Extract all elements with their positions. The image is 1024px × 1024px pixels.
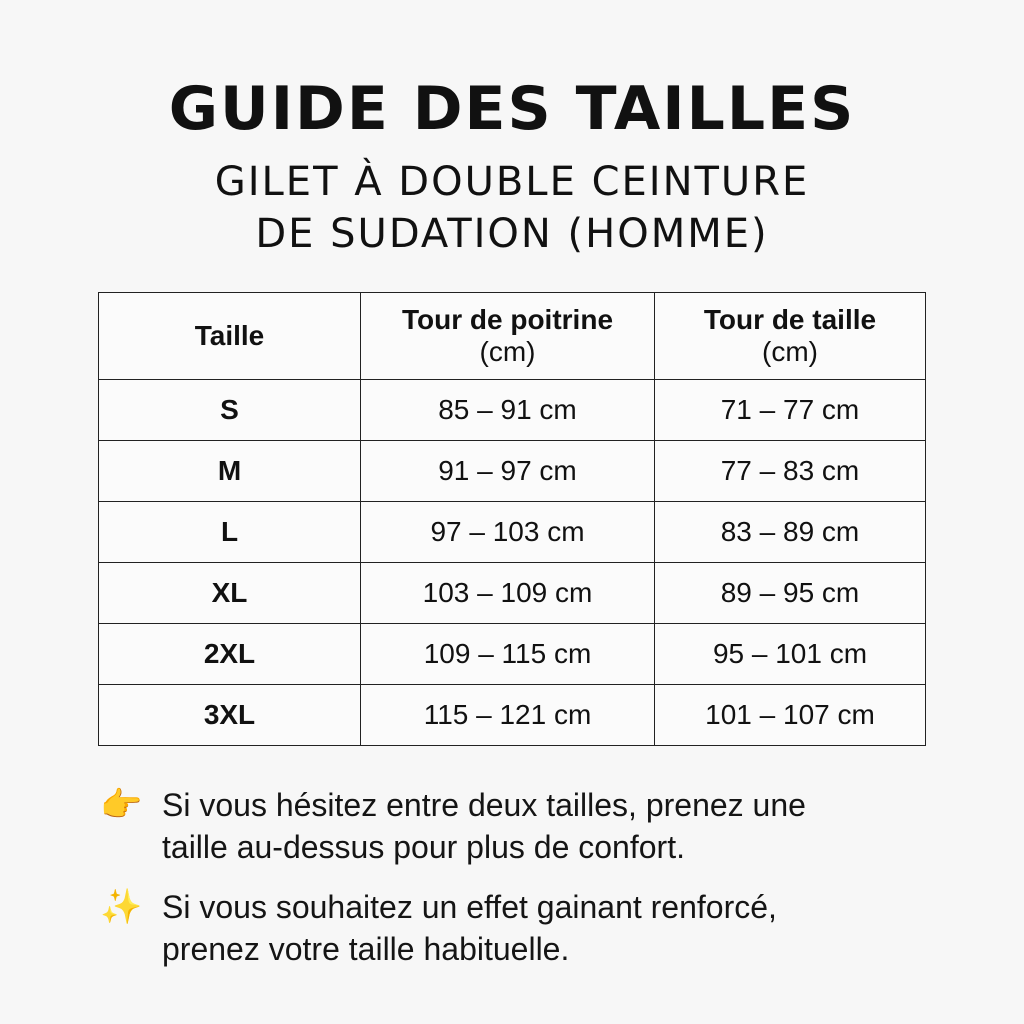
header-waist-label: Tour de taille	[703, 304, 877, 335]
note-line: prenez votre taille habituelle.	[162, 931, 570, 967]
note-shaping-effect	[100, 886, 930, 970]
header-waist	[655, 293, 926, 380]
chest-cell: 103 – 109 cm	[361, 563, 655, 624]
chest-cell: 91 – 97 cm	[361, 441, 655, 502]
table-row	[99, 563, 926, 624]
chest-cell: 115 – 121 cm	[361, 685, 655, 746]
note-line: Si vous souhaitez un effet gainant renforcé,	[162, 889, 777, 925]
subtitle-line-2: DE SUDATION (HOMME)	[255, 211, 769, 257]
header-chest-label: Tour de poitrine	[401, 304, 614, 335]
header-chest-unit: (cm)	[479, 336, 536, 367]
table-row	[99, 685, 926, 746]
size-cell: M	[99, 441, 361, 502]
size-chart-table	[98, 292, 926, 746]
waist-cell: 89 – 95 cm	[655, 563, 926, 624]
waist-cell: 71 – 77 cm	[655, 380, 926, 441]
waist-cell: 77 – 83 cm	[655, 441, 926, 502]
pointing-hand-icon: 👉	[100, 786, 143, 824]
waist-cell: 101 – 107 cm	[655, 685, 926, 746]
chest-cell: 109 – 115 cm	[361, 624, 655, 685]
chest-cell: 85 – 91 cm	[361, 380, 655, 441]
header-size-label: Taille	[194, 320, 265, 351]
table-row	[99, 502, 926, 563]
sparkles-icon: ✨	[100, 888, 143, 926]
header-chest	[361, 293, 655, 380]
waist-cell: 95 – 101 cm	[655, 624, 926, 685]
note-line: taille au-dessus pour plus de confort.	[162, 829, 685, 865]
table-row	[99, 624, 926, 685]
header-waist-unit: (cm)	[762, 336, 818, 367]
product-subtitle	[0, 156, 1024, 260]
table-row	[99, 380, 926, 441]
size-cell: XL	[99, 563, 361, 624]
waist-cell: 83 – 89 cm	[655, 502, 926, 563]
subtitle-line-1: GILET À DOUBLE CEINTURE	[214, 159, 810, 205]
size-advice-notes	[100, 784, 930, 988]
table-header-row	[99, 293, 926, 380]
chest-cell: 97 – 103 cm	[361, 502, 655, 563]
header-size	[99, 293, 361, 380]
size-cell: S	[99, 380, 361, 441]
note-between-sizes	[100, 784, 930, 868]
note-line: Si vous hésitez entre deux tailles, prenez une	[162, 787, 806, 823]
page-title: GUIDE DES TAILLES	[168, 74, 856, 144]
table-row	[99, 441, 926, 502]
size-cell: L	[99, 502, 361, 563]
note-text	[162, 784, 806, 868]
note-text	[162, 886, 777, 970]
size-cell: 2XL	[99, 624, 361, 685]
size-cell: 3XL	[99, 685, 361, 746]
